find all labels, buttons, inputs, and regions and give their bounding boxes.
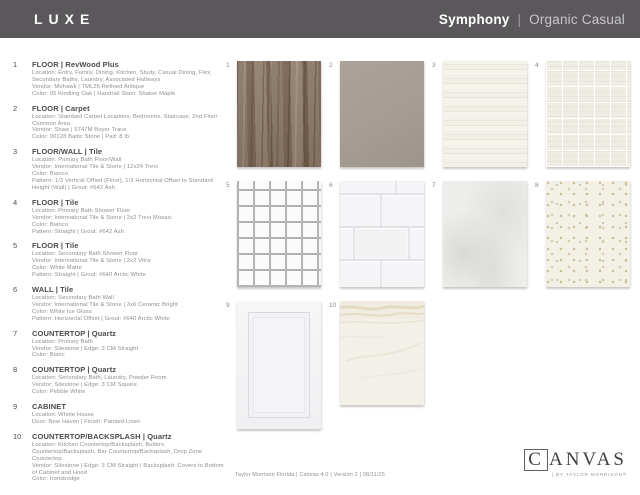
spec-item-detail: Color: White Ice Gloss xyxy=(32,308,92,315)
brand-logo: LUXE xyxy=(34,11,96,27)
spec-item-7 xyxy=(13,329,226,360)
spec-item-title: FLOOR | RevWood Plus xyxy=(32,60,119,69)
canvas-logo-letters: ANVAS xyxy=(548,449,627,470)
spec-item-detail: Door: New Haven | Finish: Painted Linen xyxy=(32,419,141,425)
spec-item-number: 3 xyxy=(13,147,18,157)
swatch-number: 4 xyxy=(535,62,539,69)
cabinet-door-panel xyxy=(253,317,305,413)
spec-item-detail: Location: Primary Bath xyxy=(32,338,93,345)
swatch-cell-9 xyxy=(226,301,321,429)
spec-item-5 xyxy=(13,241,226,279)
swatch-cell-7 xyxy=(432,181,527,287)
subway-tile-pattern xyxy=(340,181,424,287)
spec-item-title: FLOOR/WALL | Tile xyxy=(32,147,103,157)
swatch-subway-tile xyxy=(340,181,424,287)
spec-item-number: 10 xyxy=(13,431,22,441)
header-bar xyxy=(0,0,640,38)
spec-item-detail: Color: Blanc xyxy=(32,352,65,359)
swatch-number: 5 xyxy=(226,182,230,189)
swatch-ironsbridge-quartz xyxy=(340,301,424,405)
swatch-number: 8 xyxy=(535,182,539,189)
spec-item-detail: Color: Pebble White xyxy=(32,389,86,396)
swatch-pebble-white-quartz xyxy=(546,181,630,287)
swatch-number: 2 xyxy=(329,62,333,69)
spec-item-number: 6 xyxy=(13,285,18,295)
spec-item-detail: Location: Whole House xyxy=(32,412,95,419)
board-title xyxy=(439,12,625,27)
spec-list xyxy=(13,60,226,489)
spec-item-title: FLOOR | Carpet xyxy=(32,103,90,113)
spec-item-detail: Location: Entry, Family, Dining, Kitchen, Study, Casual Dining, Flex, Secondary Baths, Laundry, Associated Hallways xyxy=(32,70,212,83)
spec-item-3 xyxy=(13,147,226,192)
spec-item-number: 9 xyxy=(13,402,18,412)
title-separator: | xyxy=(517,11,522,27)
spec-item-detail: Vendor: Silestone | Edge: 3 CM Straight | Backsplash: Covers to Bottom of Cabinet and Hood xyxy=(32,462,224,476)
spec-item-detail: Vendor: International Tile & Stone | 2x2 Vitra xyxy=(32,258,151,265)
spec-item-detail: Vendor: Mohawk | TML26 Refined Antique xyxy=(32,83,145,90)
spec-item-detail: Color: Bianco xyxy=(32,221,69,228)
spec-item-detail: Location: Secondary Bath Shower Floor xyxy=(32,251,139,258)
canvas-logo xyxy=(524,449,627,477)
spec-item-detail: Color: 05 Kindling Oak | Handrail Stain: Shaker Maple xyxy=(32,90,176,97)
spec-item-detail: Vendor: International Tile & Stone | 3x6 Ceramic Bright xyxy=(32,301,178,308)
spec-item-title: FLOOR | Tile xyxy=(32,197,79,207)
spec-item-detail: Vendor: Shaw | 5747M Boyer Trace xyxy=(32,127,127,134)
spec-item-detail: Location: Primary Bath Shower Floor xyxy=(32,207,131,214)
swatch-number: 3 xyxy=(432,62,436,69)
spec-item-detail: Location: Kitchen Countertop/Backsplash, Butlers Countertop/Backsplash, Bar Countertop/Backsplash, Drop Zone Countertop xyxy=(32,441,203,462)
canvas-logo-wordmark xyxy=(524,449,627,471)
spec-item-number: 5 xyxy=(13,241,18,251)
swatch-number: 6 xyxy=(329,182,333,189)
spec-item-detail: Vendor: International Tile & Stone | 2x2 Trevi Mosaic xyxy=(32,214,172,221)
ironsbridge-vein-pattern xyxy=(340,301,424,405)
style-name: Organic Casual xyxy=(529,11,625,27)
spec-item-detail: Color: Bianco xyxy=(32,171,69,178)
swatch-cabinet-door xyxy=(237,301,321,429)
spec-item-detail: Pattern: 1/3 Vertical Offset (Floor), 1/3 Horizontal Offset to Standard Height (Wall) | Grout: #642 Ash xyxy=(32,177,213,191)
spec-item-detail: Location: Standard Carpet Locations, Bedrooms, Staircase, 2nd Floor Common Area xyxy=(32,113,218,127)
spec-item-title: COUNTERTOP | Quartz xyxy=(32,328,117,338)
spec-item-detail: Pattern: Straight | Grout: #640 Arctic White xyxy=(32,272,146,279)
spec-item-number: 2 xyxy=(13,103,18,113)
swatch-grid xyxy=(226,61,638,429)
spec-item-detail: Location: Secondary Bath Wall xyxy=(32,295,114,302)
canvas-logo-boxed-letter: C xyxy=(524,449,548,471)
swatch-cell-4 xyxy=(535,61,630,167)
spec-item-detail: Vendor: Silestone | Edge: 3 CM Square xyxy=(32,382,137,389)
cabinet-door-frame xyxy=(248,312,310,418)
swatch-blanc-quartz xyxy=(443,181,527,287)
spec-item-6 xyxy=(13,285,226,323)
swatch-number: 7 xyxy=(432,182,436,189)
spec-item-number: 8 xyxy=(13,365,18,375)
spec-item-1 xyxy=(13,60,226,98)
swatch-trevi-tile xyxy=(443,61,527,167)
swatch-cell-3 xyxy=(432,61,527,167)
spec-item-2 xyxy=(13,104,226,142)
spec-item-number: 7 xyxy=(13,328,18,338)
spec-item-detail: Location: Primary Bath Floor/Wall xyxy=(32,157,122,164)
spec-item-title: COUNTERTOP | Quartz xyxy=(32,365,117,375)
swatch-number: 10 xyxy=(329,302,337,309)
document-info: Taylor Morrison Florida | Canvas 4.0 | Version 2 | 08/11/25 xyxy=(235,472,385,478)
spec-item-detail: Location: Secondary Bath, Laundry, Powder Room xyxy=(32,375,167,382)
spec-item-number: 1 xyxy=(13,60,18,69)
spec-item-title: WALL | Tile xyxy=(32,285,74,295)
spec-item-detail: Vendor: Silestone | Edge: 3 CM Straight xyxy=(32,345,139,352)
swatch-cell-6 xyxy=(329,181,424,287)
swatch-vitra-tile xyxy=(237,181,321,287)
swatch-number: 9 xyxy=(226,302,230,309)
swatch-cell-1 xyxy=(226,61,321,167)
spec-item-10 xyxy=(13,432,226,483)
spec-item-detail: Color: 00128 Baltic Stone | Pad: 8 lb xyxy=(32,134,130,141)
spec-item-number: 4 xyxy=(13,197,18,207)
spec-item-title: CABINET xyxy=(32,402,67,412)
spec-item-detail: Color: Ironsbridge xyxy=(32,476,80,483)
canvas-logo-tagline: | BY TAYLOR MORRISON® xyxy=(551,472,627,477)
collection-name: Symphony xyxy=(438,11,510,27)
swatch-number: 1 xyxy=(226,62,230,69)
spec-item-8 xyxy=(13,365,226,396)
swatch-carpet xyxy=(340,61,424,167)
spec-item-detail: Vendor: International Tile & Stone | 12x24 Trevi xyxy=(32,164,158,171)
swatch-cell-10 xyxy=(329,301,424,405)
spec-item-9 xyxy=(13,402,226,426)
spec-item-4 xyxy=(13,198,226,236)
swatch-cell-5 xyxy=(226,181,321,287)
swatch-cell-8 xyxy=(535,181,630,287)
spec-item-detail: Pattern: Straight | Grout: #642 Ash xyxy=(32,228,125,235)
spec-item-detail: Color: White Matte xyxy=(32,265,82,272)
swatch-trevi-mosaic xyxy=(546,61,630,167)
swatch-cell-2 xyxy=(329,61,424,167)
spec-item-title: COUNTERTOP/BACKSPLASH | Quartz xyxy=(32,431,172,441)
swatch-revwood-wood xyxy=(237,61,321,167)
spec-item-detail: Pattern: Horizontal Offset | Grout: #640 Arctic White xyxy=(32,315,170,322)
spec-item-title: FLOOR | Tile xyxy=(32,241,79,251)
